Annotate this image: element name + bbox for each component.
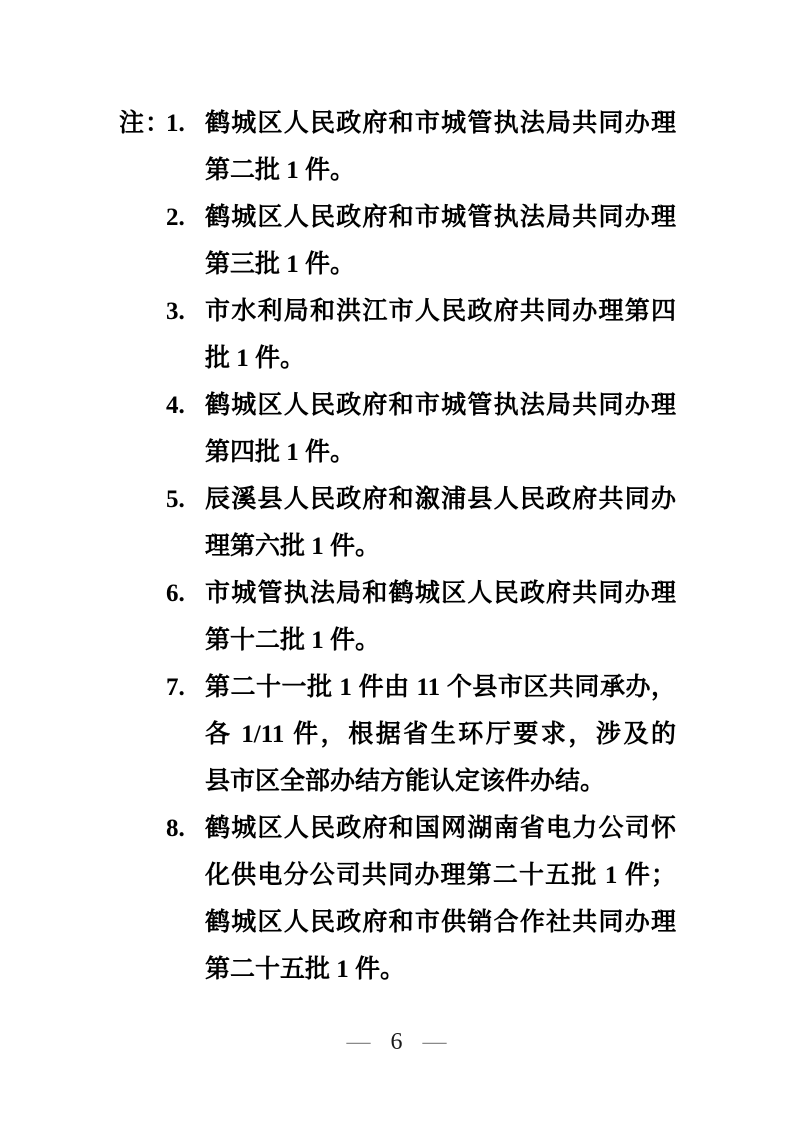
note-line: 县市区全部办结方能认定该件办结。	[205, 768, 606, 795]
note-line: 第二批 1 件。	[205, 157, 356, 184]
item-number: 4.	[166, 392, 185, 419]
note-item	[119, 100, 676, 194]
note-line: 鹤城区人民政府和市供销合作社共同办理	[205, 909, 676, 936]
note-item	[119, 194, 676, 288]
page-number-value: 6	[390, 1029, 403, 1055]
page-number-dash-left: —	[346, 1029, 371, 1055]
note-item	[119, 382, 676, 476]
note-item	[119, 288, 676, 382]
page-number	[0, 1026, 793, 1058]
note-line: 市城管执法局和鹤城区人民政府共同办理	[205, 580, 676, 607]
note-item	[119, 476, 676, 570]
note-item	[119, 664, 676, 805]
note-line: 批 1 件。	[205, 345, 306, 372]
note-line: 第四批 1 件。	[205, 439, 356, 466]
item-number: 7.	[166, 674, 185, 701]
note-item	[119, 805, 676, 993]
note-item	[119, 570, 676, 664]
note-line: 第二十五批 1 件。	[205, 956, 406, 983]
item-number: 6.	[166, 580, 185, 607]
note-line: 鹤城区人民政府和市城管执法局共同办理	[205, 392, 676, 419]
note-line: 辰溪县人民政府和溆浦县人民政府共同办	[205, 486, 676, 513]
page-number-dash-right: —	[422, 1029, 447, 1055]
note-line: 第二十一批 1 件由 11 个县市区共同承办，	[205, 674, 676, 701]
note-line: 鹤城区人民政府和市城管执法局共同办理	[205, 110, 676, 137]
note-line: 市水利局和洪江市人民政府共同办理第四	[205, 298, 676, 325]
notes-block	[119, 100, 676, 993]
item-number: 3.	[166, 298, 185, 325]
item-number: 8.	[166, 815, 185, 842]
note-line: 理第六批 1 件。	[205, 533, 381, 560]
note-line: 鹤城区人民政府和国网湖南省电力公司怀	[205, 815, 676, 842]
item-number: 5.	[166, 486, 185, 513]
note-line: 化供电分公司共同办理第二十五批 1 件；	[205, 862, 676, 889]
item-number: 2.	[166, 204, 185, 231]
note-line: 各 1/11 件，根据省生环厅要求，涉及的	[205, 721, 676, 748]
note-line: 鹤城区人民政府和市城管执法局共同办理	[205, 204, 676, 231]
item-number: 1.	[166, 110, 185, 137]
note-line: 第十二批 1 件。	[205, 627, 381, 654]
note-line: 第三批 1 件。	[205, 251, 356, 278]
note-label: 注：	[119, 110, 172, 137]
